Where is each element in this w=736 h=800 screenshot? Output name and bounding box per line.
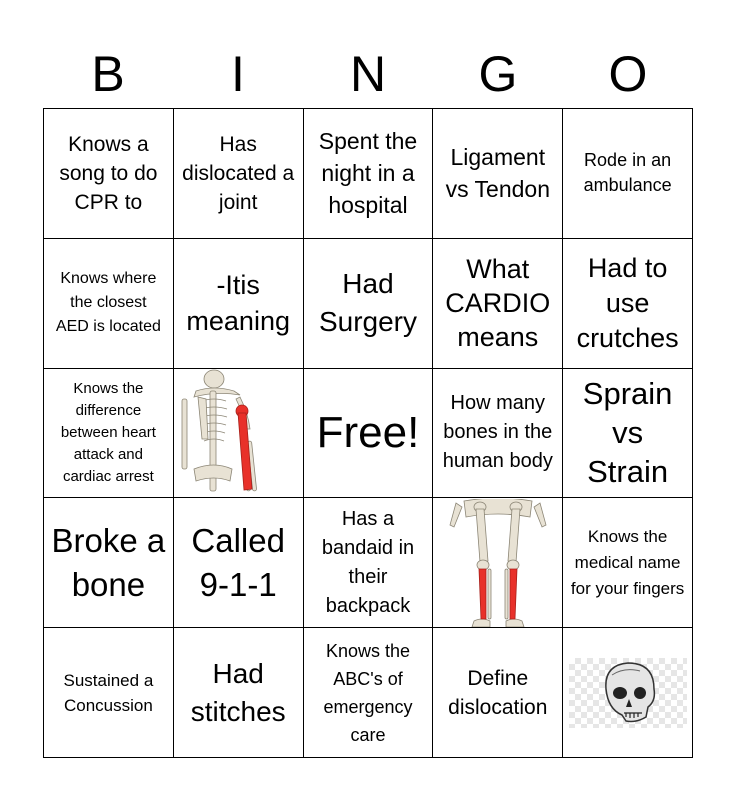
bingo-cell[interactable] — [44, 239, 174, 369]
cell-text: Knows the ABC's of emergency care — [323, 640, 413, 745]
cell-text: Has a bandaid in their backpack — [321, 507, 415, 617]
skull-icon — [596, 659, 660, 727]
bingo-cell[interactable] — [174, 239, 304, 369]
cell-text: How many bones in the human body — [442, 392, 553, 473]
cell-text: Sprain vs Strain — [582, 376, 673, 490]
cell-text: Spent the night in a hospital — [318, 128, 418, 219]
cell-text: Knows the medical name for your fingers — [570, 526, 685, 598]
bingo-cell[interactable] — [304, 498, 434, 628]
bingo-cell[interactable] — [304, 109, 434, 239]
bingo-cell[interactable] — [433, 498, 563, 628]
cell-text: Called 9-1-1 — [191, 521, 285, 603]
cell-text: Knows a song to do CPR to — [59, 132, 158, 214]
bingo-cell[interactable] — [304, 369, 434, 499]
bingo-cell[interactable] — [44, 498, 174, 628]
skeleton-legs-image — [434, 499, 562, 627]
bingo-cell[interactable] — [304, 239, 434, 369]
header-letter-n: N — [349, 46, 387, 102]
bingo-cell[interactable] — [174, 369, 304, 499]
cell-text: Had Surgery — [318, 268, 417, 338]
bingo-cell[interactable] — [563, 498, 693, 628]
cell-text: Ligament vs Tendon — [445, 144, 550, 203]
bingo-cell[interactable] — [44, 109, 174, 239]
header-letter-b: B — [91, 46, 125, 102]
bingo-cell[interactable] — [563, 109, 693, 239]
header-letter-i: I — [231, 46, 245, 102]
bingo-cell[interactable] — [174, 498, 304, 628]
cell-text: -Itis meaning — [186, 270, 290, 337]
bingo-cell[interactable] — [433, 369, 563, 499]
bingo-cell[interactable] — [433, 628, 563, 758]
bingo-cell[interactable] — [44, 369, 174, 499]
bingo-cell[interactable] — [433, 109, 563, 239]
cell-text: Knows where the closest AED is located — [55, 270, 161, 336]
bingo-header — [43, 42, 693, 106]
bingo-cell[interactable] — [44, 628, 174, 758]
cell-text: What CARDIO means — [445, 254, 551, 353]
cell-text: Define dislocation — [448, 666, 548, 719]
bingo-cell[interactable] — [174, 109, 304, 239]
cell-text: Broke a bone — [51, 521, 166, 603]
bingo-cell[interactable] — [563, 239, 693, 369]
header-letter-g: G — [478, 46, 518, 102]
cell-text: Had to use crutches — [576, 252, 679, 353]
bingo-cell[interactable] — [304, 628, 434, 758]
bingo-cell[interactable] — [433, 239, 563, 369]
bingo-cell[interactable] — [174, 628, 304, 758]
cell-text: Has dislocated a joint — [182, 132, 295, 214]
bingo-board — [43, 108, 693, 758]
bingo-cell[interactable] — [563, 369, 693, 499]
free-space-label: Free! — [316, 407, 420, 457]
cell-text: Had stitches — [190, 657, 286, 727]
cell-text: Sustained a Concussion — [63, 670, 154, 715]
cell-text: Rode in an ambulance — [583, 150, 672, 196]
header-letter-o: O — [608, 46, 648, 102]
skeleton-arm-image — [174, 369, 302, 497]
skull-image — [569, 658, 687, 728]
cell-text: Knows the difference between heart attack and cardiac arrest — [60, 379, 156, 485]
bingo-cell[interactable] — [563, 628, 693, 758]
